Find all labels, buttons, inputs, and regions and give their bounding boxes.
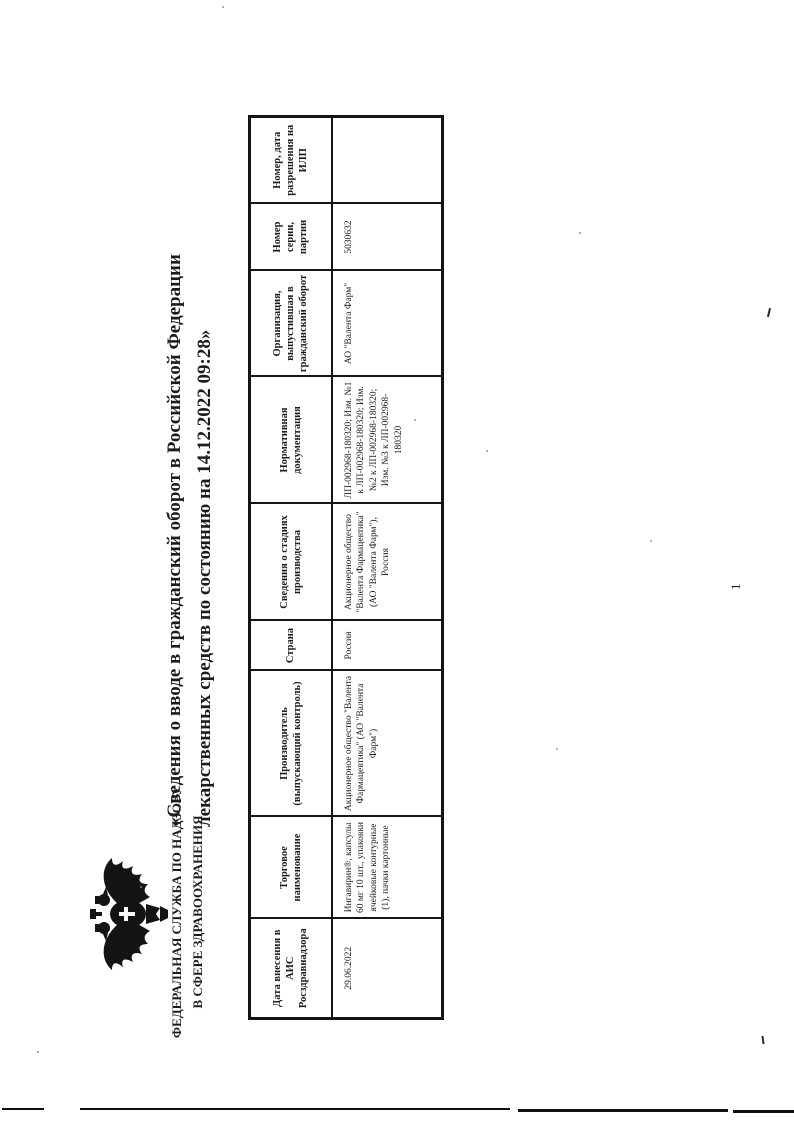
cell-country: Россия	[332, 621, 443, 671]
cell-production-stages: Акционерное общество "Валента Фармацевтика" (АО "Валента Фарм"), Россия	[332, 504, 443, 621]
column-header-batch-number: Номер серии, партии	[250, 204, 332, 271]
drug-circulation-table	[248, 115, 444, 1020]
cell-date-added: 29.06.2022	[332, 919, 443, 1019]
document-title-line2: лекарственных средств по состоянию на 14.12.2022 09:28»	[194, 329, 215, 827]
cell-releasing-organization: АО "Валента Фарм"	[332, 271, 443, 377]
column-header-country: Страна	[250, 621, 332, 671]
cell-trade-name: Ингавирин®, капсулы 60 мг 10 шт., упаковки ячейковые контурные (1), пачки картонные	[332, 817, 443, 919]
drug-circulation-table-wrap	[248, 115, 444, 1020]
table-row	[332, 117, 443, 1019]
agency-name-line2: В СФЕРЕ ЗДРАВООХРАНЕНИЯ	[190, 815, 205, 1009]
page-number: 1	[728, 583, 743, 590]
cell-ilp-permit	[332, 117, 443, 204]
header-row	[250, 117, 332, 1019]
column-header-trade-name: Торговое наименование	[250, 817, 332, 919]
cell-manufacturer: Акционерное общество "Валента Фармацевтика" (АО "Валента Фарм")	[332, 671, 443, 817]
column-header-production-stages: Сведения о стадиях производства	[250, 504, 332, 621]
column-header-normative-docs: Нормативная документация	[250, 377, 332, 504]
column-header-manufacturer: Производитель (выпускающий контроль)	[250, 671, 332, 817]
cell-normative-docs: ЛП-002968-180320; Изм. №1 к ЛП-002968-180320; Изм. №2 к ЛП-002968-180320; Изм. №3 к ЛП-002968-180320	[332, 377, 443, 504]
cell-batch-number: 5030632	[332, 204, 443, 271]
column-header-releasing-organization: Организация, выпустившая в гражданский оборот	[250, 271, 332, 377]
agency-name-line1: ФЕДЕРАЛЬНАЯ СЛУЖБА ПО НАДЗОРУ	[169, 785, 184, 1039]
document-title-line1: «Сведения о вводе в гражданский оборот в Российской Федерации	[164, 254, 185, 827]
document-title	[160, 167, 220, 827]
column-header-ilp-permit: Номер, дата разрешения на ИЛП	[250, 117, 332, 204]
column-header-date-added: Дата внесения в АИС Росздравнадзора	[250, 919, 332, 1019]
double-headed-eagle-emblem	[88, 854, 172, 974]
